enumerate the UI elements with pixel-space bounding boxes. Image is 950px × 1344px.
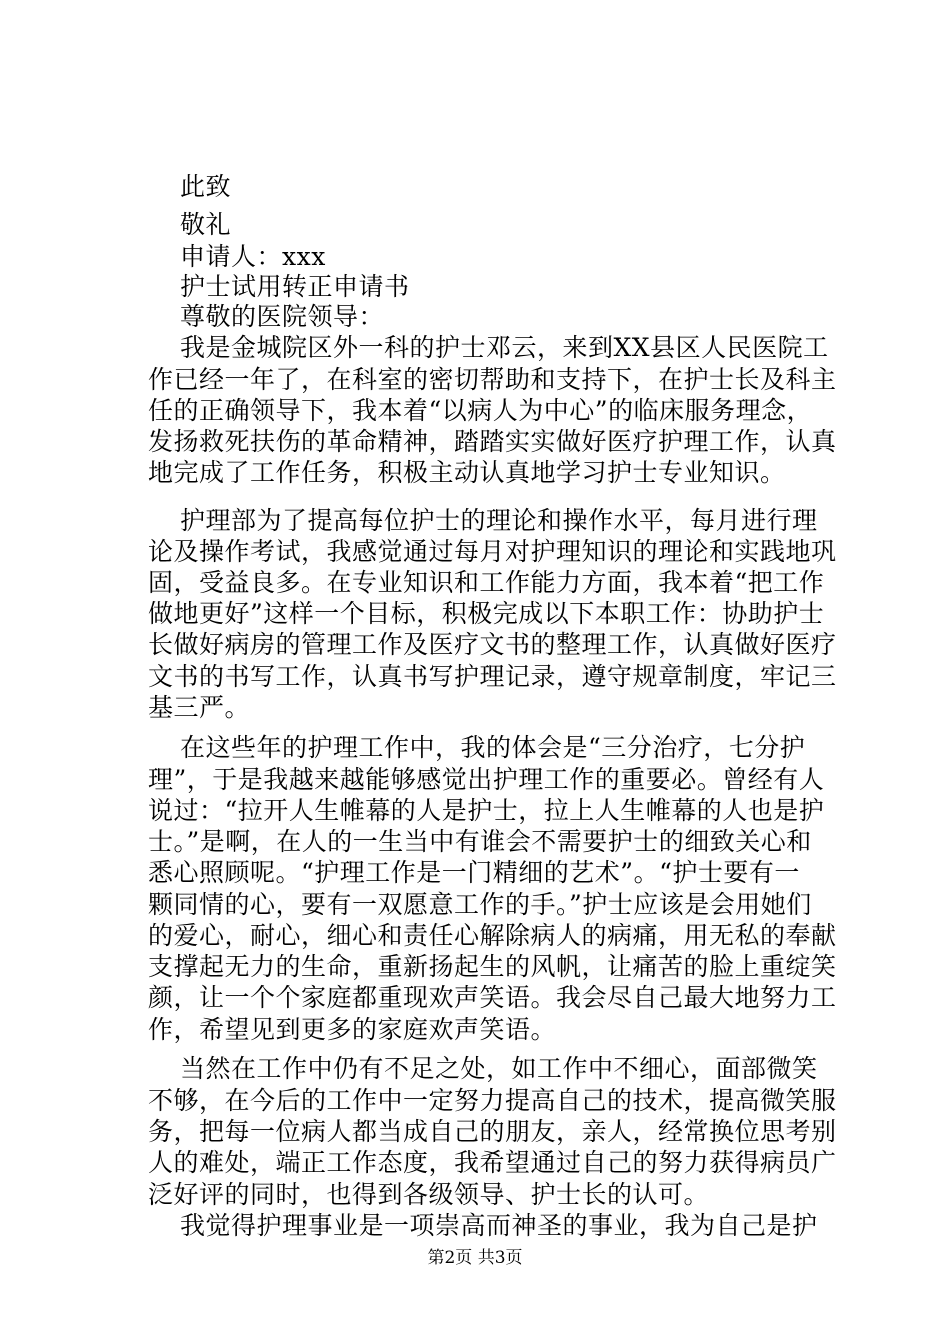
paragraph-line: 文书的书写工作，认真书写护理记录，遵守规章制度，牢记三 xyxy=(148,662,837,691)
paragraph-line: 发扬救死扶伤的革命精神，踏踏实实做好医疗护理工作，认真 xyxy=(148,427,837,456)
paragraph-line: 论及操作考试，我感觉通过每月对护理知识的理论和实践地巩 xyxy=(148,537,837,566)
salutation: 尊敬的医院领导： xyxy=(180,302,385,331)
paragraph-line: 的爱心，耐心，细心和责任心解除病人的病痛，用无私的奉献 xyxy=(148,921,837,950)
paragraph-line: 支撑起无力的生命，重新扬起生的风帆，让痛苦的脸上重绽笑 xyxy=(148,952,837,981)
paragraph-line: 理”，于是我越来越能够感觉出护理工作的重要必。曾经有人 xyxy=(148,765,825,794)
paragraph-line: 悉心照顾呢。“护理工作是一门精细的艺术”。“护士要有一 xyxy=(148,858,800,887)
paragraph-line: 地完成了工作任务，积极主动认真地学习护士专业知识。 xyxy=(148,458,786,487)
document-title: 护士试用转正申请书 xyxy=(180,272,410,301)
paragraph-line: 作，希望见到更多的家庭欢声笑语。 xyxy=(148,1015,557,1044)
paragraph-line: 当然在工作中仍有不足之处，如工作中不细心，面部微笑 xyxy=(180,1054,818,1083)
paragraph-line: 颗同情的心，要有一双愿意工作的手。”护士应该是会用她们 xyxy=(148,890,812,919)
paragraph-line: 我觉得护理事业是一项崇高而神圣的事业，我为自己是护 xyxy=(180,1211,818,1240)
applicant-line: 申请人：xxx xyxy=(180,242,326,271)
paragraph-line: 说过：“拉开人生帷幕的人是护士，拉上人生帷幕的人也是护 xyxy=(148,796,825,825)
paragraph-line: 固，受益良多。在专业知识和工作能力方面，我本着“把工作 xyxy=(148,568,825,597)
paragraph-line: 做地更好”这样一个目标，积极完成以下本职工作：协助护士 xyxy=(148,599,825,628)
paragraph-line: 务，把每一位病人都当成自己的朋友，亲人，经常换位思考别 xyxy=(148,1117,837,1146)
paragraph-line: 泛好评的同时，也得到各级领导、护士长的认可。 xyxy=(148,1180,710,1209)
paragraph-line: 基三严。 xyxy=(148,693,251,722)
paragraph-line: 长做好病房的管理工作及医疗文书的整理工作，认真做好医疗 xyxy=(148,630,837,659)
paragraph-line: 任的正确领导下，我本着“以病人为中心”的临床服务理念， xyxy=(148,396,813,425)
closing-jingli: 敬礼 xyxy=(180,210,232,239)
paragraph-line: 人的难处，端正工作态度，我希望通过自己的努力获得病员广 xyxy=(148,1148,837,1177)
paragraph-line: 在这些年的护理工作中，我的体会是“三分治疗，七分护 xyxy=(180,733,806,762)
paragraph-line: 士。”是啊，在人的一生当中有谁会不需要护士的细致关心和 xyxy=(148,827,812,856)
paragraph-line: 不够，在今后的工作中一定努力提高自己的技术，提高微笑服 xyxy=(148,1086,837,1115)
closing-cizhi: 此致 xyxy=(180,172,232,201)
page-number-footer: 第2页 共3页 xyxy=(427,1248,523,1268)
paragraph-line: 作已经一年了，在科室的密切帮助和支持下，在护士长及科主 xyxy=(148,365,837,394)
paragraph-line: 我是金城院区外一科的护士邓云，来到XX县区人民医院工 xyxy=(180,333,829,362)
paragraph-line: 颜，让一个个家庭都重现欢声笑语。我会尽自己最大地努力工 xyxy=(148,983,837,1012)
paragraph-line: 护理部为了提高每位护士的理论和操作水平，每月进行理 xyxy=(180,506,818,535)
